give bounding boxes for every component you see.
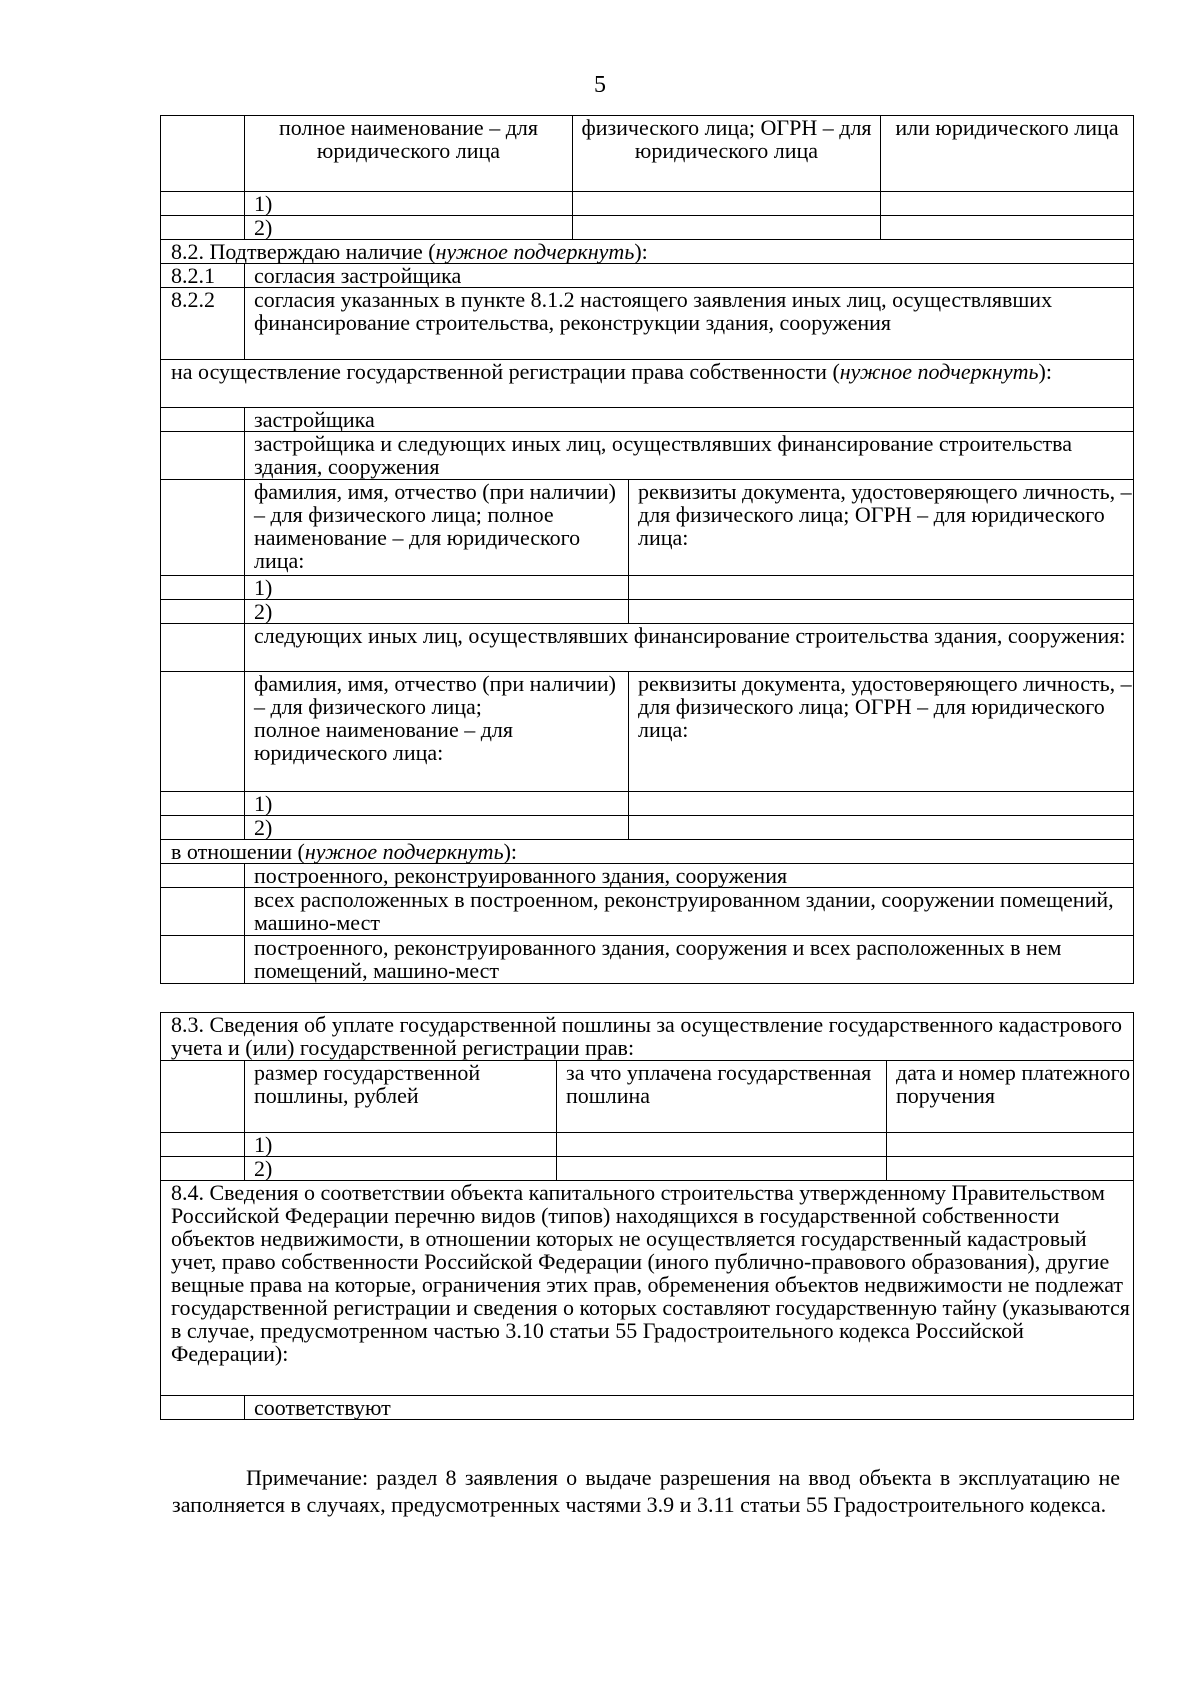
- footnote: Примечание: раздел 8 заявления о выдаче разрешения на ввод объекта в эксплуатацию не заполняется в случаях, предусмотренных частями 3.9 и 3.11 статьи 55 Градостроительного кодекса.: [172, 1465, 1120, 1517]
- relation-option[interactable]: построенного, реконструированного здания, сооружения: [245, 864, 1134, 888]
- column-document-header: реквизиты документа, удостоверяющего личность, – для физического лица; ОГРН – для юридического лица:: [629, 672, 1134, 792]
- input-cell[interactable]: [629, 576, 1134, 600]
- input-cell[interactable]: [629, 600, 1134, 624]
- header-purpose: за что уплачена государственная пошлина: [557, 1061, 887, 1133]
- blank-cell: [161, 864, 245, 888]
- option-others[interactable]: следующих иных лиц, осуществлявших финансирование строительства здания, сооружения:: [245, 624, 1134, 672]
- blank-cell: [161, 624, 245, 672]
- row-number: 1): [245, 576, 629, 600]
- column-document-header: реквизиты документа, удостоверяющего личность, – для физического лица; ОГРН – для юридического лица:: [629, 480, 1134, 576]
- blank-cell: [161, 1061, 245, 1133]
- blank-cell: [161, 1133, 245, 1157]
- blank-cell: [161, 192, 245, 216]
- blank-cell: [161, 1396, 245, 1420]
- option-developer-and-others[interactable]: застройщика и следующих иных лиц, осуществлявших финансирование строительства здания, сооружения: [245, 432, 1134, 480]
- input-cell[interactable]: [573, 192, 881, 216]
- input-cell[interactable]: [887, 1133, 1134, 1157]
- column-fio-header: фамилия, имя, отчество (при наличии) – для физического лица; полное наименование – для юридического лица:: [245, 480, 629, 576]
- relation-title: в отношении (нужное подчеркнуть):: [161, 840, 1134, 864]
- item-text[interactable]: согласия застройщика: [245, 264, 1134, 288]
- relation-option[interactable]: построенного, реконструированного здания, сооружения и всех расположенных в нем помещений, машино-мест: [245, 936, 1134, 984]
- blank-cell: [161, 792, 245, 816]
- item-number: 8.2.2: [161, 288, 245, 360]
- row-number: 1): [245, 1133, 557, 1157]
- registration-title: на осуществление государственной регистрации права собственности (нужное подчеркнуть):: [161, 360, 1134, 408]
- page-number: 5: [594, 72, 606, 98]
- input-cell[interactable]: [629, 816, 1134, 840]
- input-cell[interactable]: [629, 792, 1134, 816]
- header-legal: или юридического лица: [881, 116, 1134, 192]
- section-8-2-table: [160, 239, 1133, 984]
- section-8-4-title: 8.4. Сведения о соответствии объекта капитального строительства утвержденному Правительством Российской Федерации перечню видов (типов) находящихся в государственной собственности объектов недвижимости, в отношении которых не осуществляется государственный кадастровый учет, право собственности Российской Федерации (иного публично-правового образования), другие вещные права на которые, ограничения этих прав, обременения объектов недвижимости не подлежат государственной регистрации и сведения о которых составляют государственную тайну (указываются в случае, предусмотренном частью 3.10 статьи 55 Градостроительного кодекса Российской Федерации):: [161, 1181, 1134, 1396]
- row-number: 2): [245, 600, 629, 624]
- answer-option[interactable]: соответствуют: [245, 1396, 1134, 1420]
- section-8-1-table: [160, 115, 1133, 240]
- relation-option[interactable]: всех расположенных в построенном, реконструированном здании, сооружении помещений, машино-мест: [245, 888, 1134, 936]
- input-cell[interactable]: [881, 216, 1134, 240]
- input-cell[interactable]: [557, 1133, 887, 1157]
- blank-cell: [161, 432, 245, 480]
- blank-cell: [161, 576, 245, 600]
- blank-cell: [161, 1157, 245, 1181]
- blank-cell: [161, 116, 245, 192]
- header-ogrn: физического лица; ОГРН – для юридического лица: [573, 116, 881, 192]
- input-cell[interactable]: [887, 1157, 1134, 1181]
- row-number: 1): [245, 792, 629, 816]
- row-number: 2): [245, 216, 573, 240]
- row-number: 2): [245, 1157, 557, 1181]
- blank-cell: [161, 936, 245, 984]
- item-number: 8.2.1: [161, 264, 245, 288]
- blank-cell: [161, 888, 245, 936]
- blank-cell: [161, 816, 245, 840]
- section-8-2-title: 8.2. Подтверждаю наличие (нужное подчеркнуть):: [161, 240, 1134, 264]
- row-number: 2): [245, 816, 629, 840]
- blank-cell: [161, 480, 245, 576]
- option-developer[interactable]: застройщика: [245, 408, 1134, 432]
- blank-cell: [161, 600, 245, 624]
- item-text[interactable]: согласия указанных в пункте 8.1.2 настоящего заявления иных лиц, осуществлявших финансирование строительства, реконструкции здания, сооружения: [245, 288, 1134, 360]
- row-number: 1): [245, 192, 573, 216]
- blank-cell: [161, 672, 245, 792]
- input-cell[interactable]: [573, 216, 881, 240]
- blank-cell: [161, 216, 245, 240]
- section-8-3-table: [160, 1012, 1133, 1181]
- blank-cell: [161, 408, 245, 432]
- column-fio-header: фамилия, имя, отчество (при наличии) – для физического лица; полное наименование – для юридического лица:: [245, 672, 629, 792]
- input-cell[interactable]: [557, 1157, 887, 1181]
- header-payment: дата и номер платежного поручения: [887, 1061, 1134, 1133]
- section-8-4-table: [160, 1180, 1133, 1420]
- header-name: полное наименование – для юридического лица: [245, 116, 573, 192]
- input-cell[interactable]: [881, 192, 1134, 216]
- header-fee: размер государственной пошлины, рублей: [245, 1061, 557, 1133]
- section-8-3-title: 8.3. Сведения об уплате государственной пошлины за осуществление государственного кадастрового учета и (или) государственной регистрации прав:: [161, 1013, 1134, 1061]
